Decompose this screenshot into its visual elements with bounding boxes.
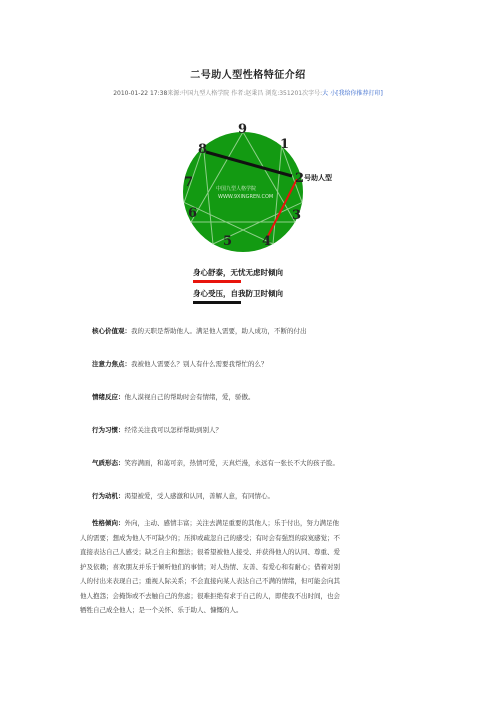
- section-label: 气质形态：: [92, 459, 125, 467]
- section-label: 注意力焦点：: [92, 360, 131, 368]
- font-size-small-link[interactable]: 小: [330, 90, 337, 97]
- section-motivation: [92, 489, 422, 504]
- enneagram-number-7: 7: [184, 175, 194, 190]
- section-text: 经常关注我可以怎样帮助到别人？: [124, 426, 222, 434]
- section-text: 笑容满面，和蔼可亲，热情可爱，天真烂漫，永远有一张长不大的孩子脸。: [124, 459, 339, 467]
- tendency-line-5: 人的付出来表现自己；重视人际关系；不会直接向某人表达自己不满的情绪，但可能会向其: [80, 577, 340, 585]
- enneagram-number-5: 5: [223, 234, 233, 249]
- meta-views: 浏览:351201次: [265, 90, 309, 97]
- section-emotion: [92, 390, 422, 405]
- enneagram-number-4: 4: [262, 234, 272, 249]
- section-text: 我的天职是帮助他人。满足他人需要，助人成功，不断的付出: [131, 327, 307, 335]
- recommend-print-link[interactable]: [我给你推荐打印]: [336, 90, 383, 97]
- section-text: 他人漠视自己的帮助时会有情绪，爱，骄傲。: [124, 393, 255, 401]
- section-temperament: [92, 456, 422, 471]
- enneagram-number-2: 2: [295, 171, 305, 186]
- enneagram-number-9: 9: [238, 122, 248, 137]
- section-focus: [92, 357, 422, 372]
- section-label: 行为动机：: [92, 492, 125, 500]
- tendency-line-4: 护及依赖；喜欢朋友并乐于倾听他们的事情；对人热情、友善、有爱心和有耐心；借着对别: [80, 562, 340, 571]
- legend-stress: [193, 288, 283, 304]
- watermark-line1: 中国九型人格学院: [216, 186, 257, 192]
- section-label: 行为习惯：: [92, 426, 125, 434]
- legend-stress-bar: [193, 301, 241, 304]
- tendency-line-6: 他人抱怨；会掩饰或不去触自己的焦虑；很难拒绝有求于自己的人，即使我不出时间，也会: [80, 591, 340, 600]
- type-2-label: 号助人型: [304, 174, 332, 182]
- section-label: 情绪反应：: [92, 393, 125, 401]
- font-size-large-link[interactable]: 大: [322, 90, 329, 97]
- section-tendency: [80, 516, 425, 618]
- article-meta: [0, 88, 496, 97]
- legend-growth: [193, 267, 283, 283]
- section-text: 渴望被爱，受人感激和认同，善解人意，有同情心。: [124, 492, 274, 500]
- legend-growth-bar: [193, 280, 241, 283]
- section-habits: [92, 423, 422, 438]
- tendency-line-3: 直接表达自己人感受；缺乏自主和想法；很希望被他人接受、并获得他人的认同、尊重、爱: [80, 548, 340, 556]
- enneagram-number-6: 6: [188, 206, 198, 221]
- section-label: 核心价值观：: [92, 327, 131, 335]
- legend-stress-text: 身心受压，自我防卫时倾向: [193, 289, 283, 298]
- watermark-line2: WWW.9XINGREN.COM: [218, 194, 274, 200]
- section-core-values: [92, 324, 422, 339]
- tendency-line-7: 牺牲自己成全他人；是一个关怀、乐于助人、慷慨的人。: [80, 606, 243, 614]
- section-text: 我被他人需要么？别人有什么需要我帮忙的么？: [131, 360, 268, 368]
- legend-growth-text: 身心舒泰，无忧无虑时倾向: [193, 268, 283, 277]
- enneagram-number-1: 1: [280, 137, 290, 152]
- article-title: 二号助人型性格特征介绍: [190, 70, 306, 81]
- meta-source: 来源:中国九型人格学院: [167, 90, 230, 97]
- tendency-line-2: 人的需要；想成为他人不可缺少的；压抑或疏忽自己的感受；有时会有强烈的寂寞感觉；不: [80, 533, 340, 542]
- tendency-line-1: 外向，主动、感情丰富；关注去满足重要的其他人；乐于付出，努力满足他: [124, 519, 339, 527]
- meta-font-size-label: 字号:: [308, 90, 323, 97]
- meta-date: 2010-01-22 17:38: [113, 90, 168, 97]
- enneagram-number-8: 8: [198, 142, 208, 157]
- meta-author: 作者:赵秉昌: [231, 90, 264, 97]
- tendency-label: 性格倾向：: [92, 519, 125, 527]
- enneagram-number-3: 3: [292, 208, 302, 223]
